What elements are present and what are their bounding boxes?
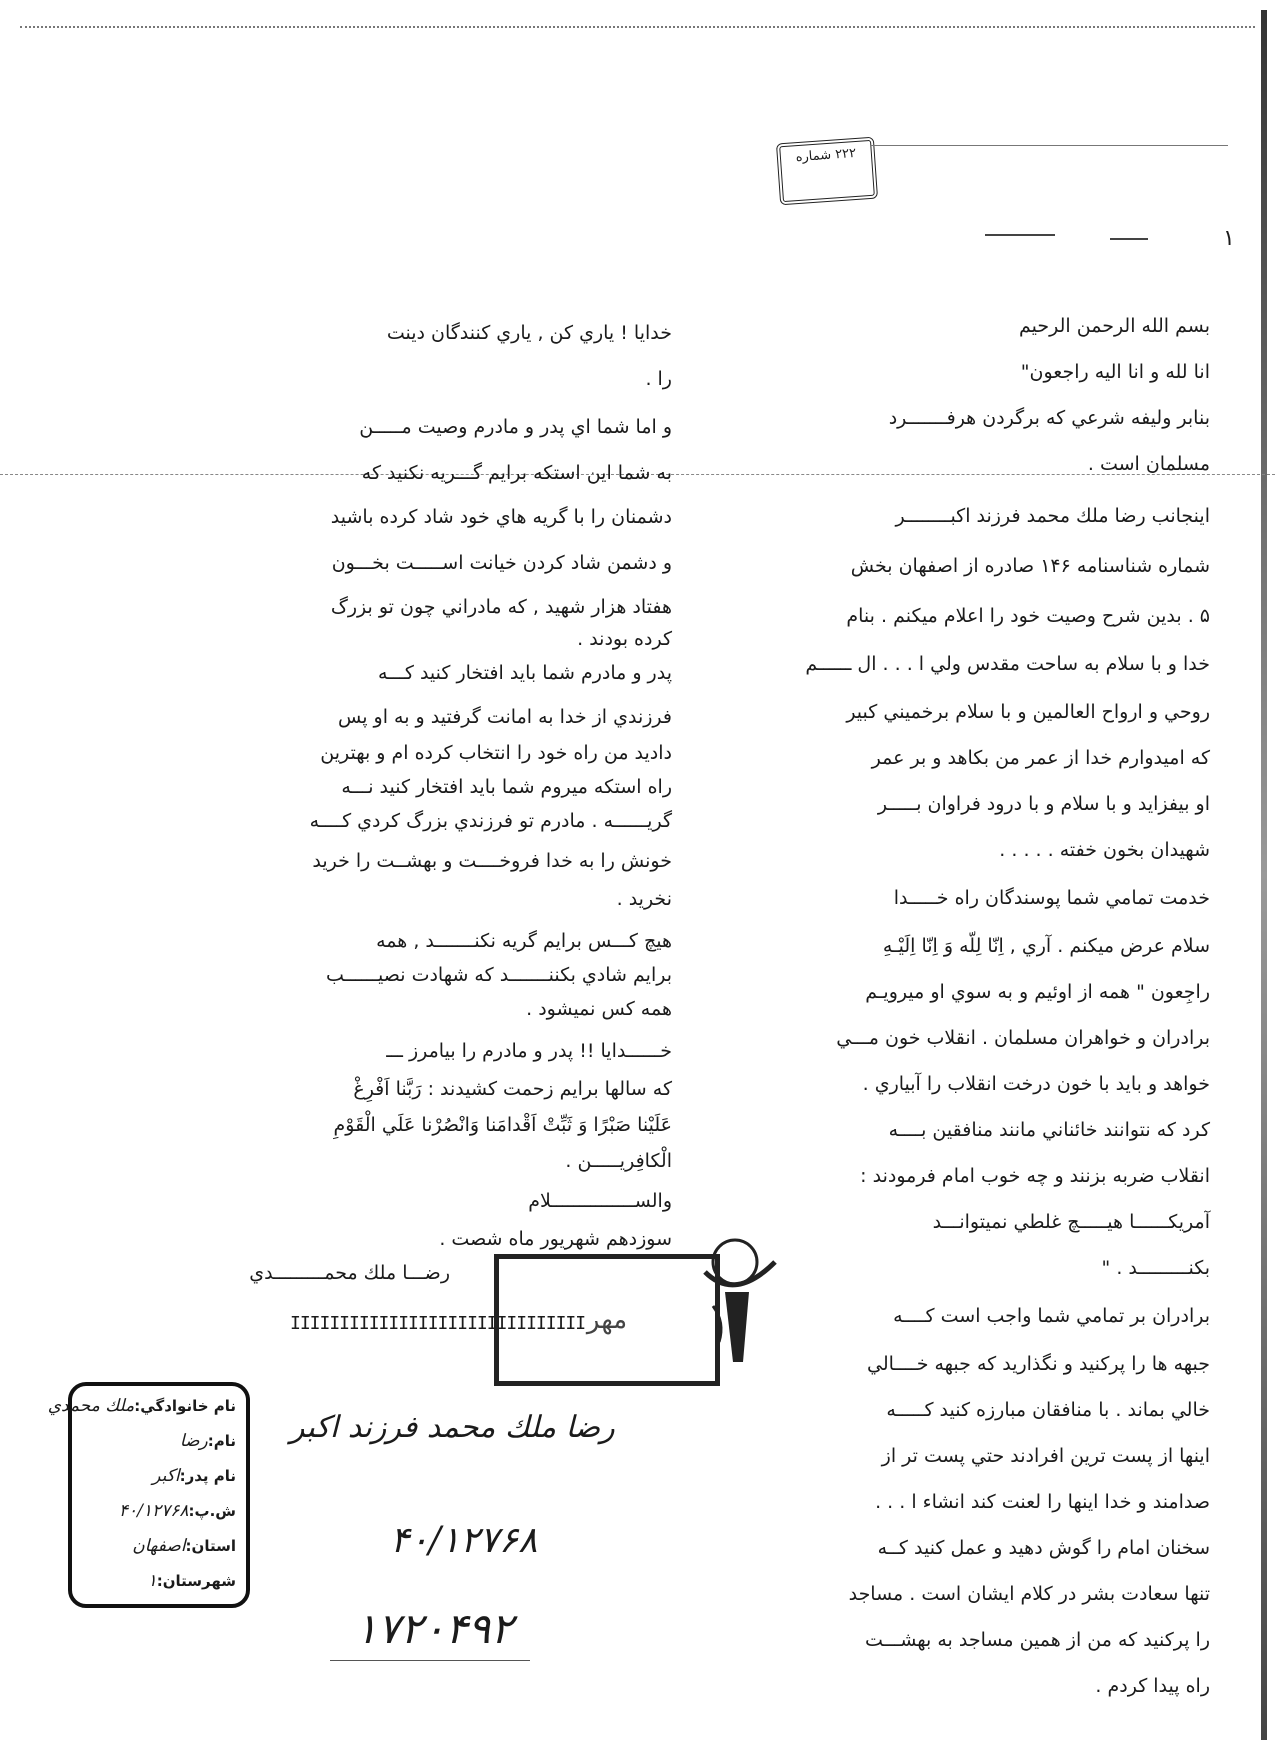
seal-text: مهر (586, 1305, 628, 1335)
text-line: شماره شناسنامه ۱۴۶ صادره از اصفهان بخش (850, 555, 1210, 577)
header-rule (985, 234, 1055, 236)
text-line: برايم شادي بكننـــــــد كه شهادت نصيــــــب (325, 964, 672, 986)
text-line: مسلمان است . (1087, 453, 1210, 475)
text-line: اينجانب رضا ملك محمد فرزند اكبــــــــر (895, 505, 1210, 527)
page-number: ١ (1223, 226, 1235, 251)
right-column (730, 315, 1210, 1715)
id-value: رضا (179, 1431, 208, 1451)
text-line: راجِعون " همه از اوئيم و به سوي او ميرويـم (865, 981, 1210, 1003)
text-line: و دشمن شاد كردن خيانت اســـــت بخـــون (331, 552, 672, 574)
text-line: پدر و مادرم شما بايد افتخار كنيد كـــه (377, 662, 672, 684)
text-line: خونش را به خدا فروخــــت و بهشــت را خريد (312, 850, 672, 872)
text-line: خالي بماند . با منافقان مبارزه كنيد كـــــه (886, 1399, 1210, 1421)
id-label: استان: (185, 1537, 236, 1555)
left-column (160, 322, 672, 1262)
handwritten-file-number: ۱۷۲۰۴۹۲ (355, 1604, 513, 1653)
id-label: شهرستان: (156, 1572, 236, 1590)
identity-stamp (47, 1382, 250, 1608)
bottom-rule (330, 1660, 530, 1661)
text-line: كرده بودند . (577, 628, 672, 650)
text-line: خدا و با سلام به ساحت مقدس ولي ا . . . ال ــــــم (805, 653, 1210, 675)
text-line: داديد من راه خود را انتخاب كرده ام و بهترين (320, 742, 672, 764)
text-line: الْكافِريـــــن . (565, 1150, 672, 1172)
id-row (78, 1536, 236, 1571)
text-line: راه پيدا كردم . (1095, 1675, 1210, 1697)
text-line: خدمت تمامي شما پوسندگان راه خـــــدا (893, 887, 1210, 909)
text-line: هفتاد هزار شهيد , كه مادراني چون تو بزرگ (330, 596, 672, 618)
text-line: شهيدان بخون خفته . . . . . (999, 839, 1210, 861)
id-value: اكبر (152, 1466, 180, 1486)
text-line: و اما شما اي پدر و مادرم وصيت مـــــن (359, 416, 672, 438)
id-row (78, 1571, 236, 1606)
text-line: را پركنيد كه من از همين مساجد به بهشـــت (864, 1629, 1210, 1651)
id-row (47, 1396, 236, 1431)
text-line: جبهه ها را پركنيد و نگذاريد كه جبهه خــــالي (867, 1353, 1210, 1375)
text-line: گريــــــه . مادرم تو فرزندي بزرگ كردي كــــه (309, 810, 672, 832)
text-line: برادران و خواهران مسلمان . انقلاب خون مـــي (836, 1027, 1210, 1049)
scan-right-edge (1261, 10, 1267, 1740)
text-line: خــــــدايا !! پدر و مادرم را بيامرز ـــ (386, 1040, 672, 1062)
text-line: را . (645, 368, 672, 390)
text-line: اينها از پست ترين افرادند حتي پست تر از (881, 1445, 1210, 1467)
top-rule (870, 145, 1228, 146)
id-value: ملك محمدي (47, 1396, 135, 1416)
id-label: ش.پ: (188, 1502, 236, 1520)
text-line: نخريد . (616, 888, 672, 910)
date-line: سوزدهم شهريور ماه شصت . (439, 1228, 672, 1250)
text-line: روحي و ارواح العالمين و با سلام برخميني كبير (846, 701, 1210, 723)
text-line: كه سالها برايم زحمت كشيدند : رَبَّنا اَفْرِغْ (353, 1078, 672, 1100)
handwritten-number: ۴۰/۱۲۷۶۸ (390, 1520, 538, 1561)
text-line: خدايا ! ياري كن , ياري كنندگان دينت (386, 322, 672, 344)
id-value: ۱ (147, 1571, 157, 1591)
text-line: بسم الله الرحمن الرحيم (1019, 315, 1210, 337)
header-rule-short (1110, 238, 1148, 240)
text-line: به شما اين استكه برايم گـــريه نكنيد كه (361, 462, 672, 484)
id-label: نام پدر: (179, 1467, 236, 1485)
text-line: راه استكه ميروم شما بايد افتخار كنيد نـــه (341, 776, 672, 798)
text-line: آمريكــــــا هيـــــچ غلطي نميتوانـــد (932, 1211, 1210, 1233)
author-name: رضـــا ملك محمـــــــــدي (249, 1262, 450, 1284)
id-value: اصفهان (132, 1536, 186, 1556)
id-label: نام خانوادگي: (134, 1397, 236, 1415)
id-row (78, 1501, 236, 1536)
id-value: ۴۰/۱۲۷۶۸ (118, 1501, 189, 1521)
text-line: صدامند و خدا اينها را لعنت كند انشاء ا . . . (875, 1491, 1210, 1513)
id-label: نام: (207, 1432, 236, 1450)
text-line: تنها سعادت بشر در كلام ايشان است . مساجد (848, 1583, 1210, 1605)
handwritten-signature: رضا ملك محمد فرزند اكبر (290, 1410, 615, 1445)
official-seal (494, 1254, 720, 1386)
registry-stamp: ٢٢٢ شماره (776, 137, 878, 206)
text-line: او بيفزايد و با سلام و با درود فراوان بـــــر (877, 793, 1210, 815)
name-line-block (180, 1262, 450, 1292)
text-line: انا لله و انا اليه راجعون" (1020, 361, 1210, 383)
text-line: كه اميدوارم خدا از عمر من بكاهد و بر عمر (871, 747, 1210, 769)
text-line: ۵ . بدين شرح وصيت خود را اعلام ميكنم . بنام (846, 605, 1210, 627)
text-line: برادران بر تمامي شما واجب است كــــه (893, 1305, 1210, 1327)
text-line: بكنـــــــــد . " (1101, 1257, 1210, 1279)
text-line: سلام عرض ميكنم . آري , اِنّا لِلّه وَ اِنّا اِلَيْـهِ (882, 935, 1210, 957)
text-line: كرد كه نتوانند خائناني مانند منافقين بــــه (888, 1119, 1210, 1141)
text-line: خواهد و بايد با خون درخت انقلاب را آبياري . (862, 1073, 1210, 1095)
id-row (78, 1466, 236, 1501)
emblem-logo (695, 1232, 785, 1372)
text-line: فرزندي از خدا به امانت گرفتيد و به او پس (337, 706, 672, 728)
dotted-fill-bar: IIIIIIIIIIIIIIIIIIIIIIIIIIIIII (290, 1313, 586, 1334)
text-line: هيچ كـــس برايم گريه نكنـــــــد , همه (376, 930, 672, 952)
id-row (78, 1431, 236, 1466)
signoff: والســـــــــــــــلام (528, 1190, 672, 1212)
text-line: انقلاب ضربه بزنند و چه خوب امام فرمودند : (860, 1165, 1210, 1187)
top-edge (20, 26, 1255, 28)
text-line: بنابر وليفه شرعي كه برگردن هرفـــــــرد (888, 407, 1210, 429)
text-line: همه كس نميشود . (526, 998, 672, 1020)
text-line: سخنان امام را گوش دهيد و عمل كنيد كــه (877, 1537, 1210, 1559)
text-line: عَلَيْنا صَبْرًا وَ ثَبِّتْ اَقْدامَنا وَانْصُرْنا عَلَي الْقَوْمِ (333, 1114, 672, 1136)
text-line: دشمنان را با گريه هاي خود شاد كرده باشيد (330, 506, 672, 528)
